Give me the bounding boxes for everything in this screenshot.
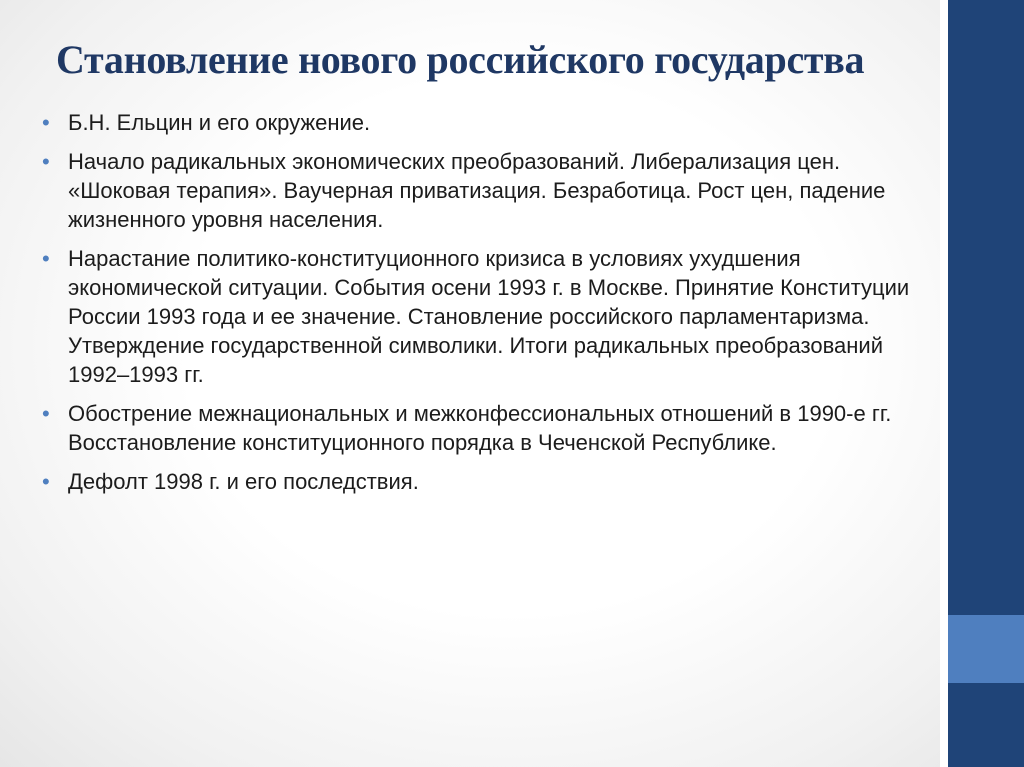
bullet-dot-icon: •	[42, 401, 50, 426]
bullet-text: Нарастание политико-конституционного кризиса в условиях ухудшения экономической ситуации. События осени 1993 г. в Москве. Принятие Конституции России 1993 года и ее значение. Становление российского парламентаризма. Утверждение государственной символики. Итоги радикальных преобразований 1992–1993 гг.	[68, 246, 910, 387]
bullet-item-2	[40, 147, 930, 234]
bullet-text: Дефолт 1998 г. и его последствия.	[68, 469, 419, 494]
bullet-text: Обострение межнациональных и межконфессиональных отношений в 1990-е гг. Восстановление конституционного порядка в Чеченской Республике.	[68, 401, 892, 455]
bullet-item-4	[40, 399, 930, 457]
bullet-text: Начало радикальных экономических преобразований. Либерализация цен. «Шоковая терапия». Ваучерная приватизация. Безработица. Рост цен, падение жизненного уровня населения.	[68, 149, 886, 232]
bullet-dot-icon: •	[42, 469, 50, 494]
bullet-list	[40, 108, 930, 506]
side-bar-accent	[948, 615, 1024, 683]
bullet-text: Б.Н. Ельцин и его окружение.	[68, 110, 371, 135]
bullet-item-5	[40, 467, 930, 496]
slide-title: Становление нового российского государства	[56, 37, 865, 82]
bullet-dot-icon: •	[42, 246, 50, 271]
bullet-item-1	[40, 108, 930, 137]
bullet-item-3	[40, 244, 930, 389]
bullet-dot-icon: •	[42, 110, 50, 135]
side-bar-gap	[940, 0, 948, 767]
bullet-dot-icon: •	[42, 149, 50, 174]
